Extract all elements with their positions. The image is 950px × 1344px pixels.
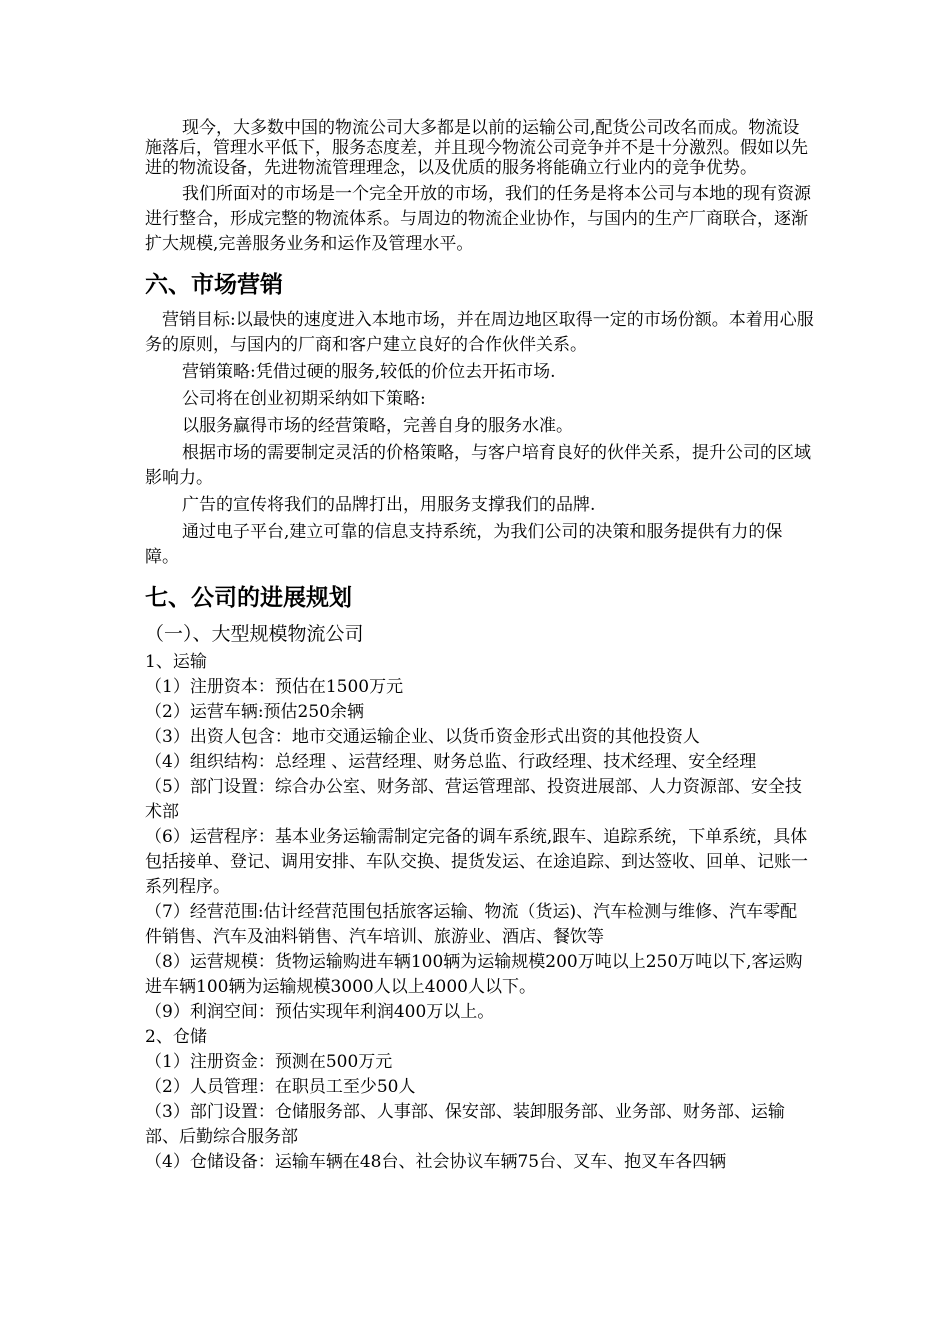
marketing-paragraph: 公司将在创业初期采纳如下策略: xyxy=(182,389,426,409)
storage-item: （4）仓储设备：运输车辆在48台、社会协议车辆75台、叉车、抱叉车各四辆 xyxy=(145,1152,727,1172)
storage-title: 2、仓储 xyxy=(145,1027,207,1047)
transport-item: （6）运营程序：基本业务运输需制定完备的调车系统,跟车、追踪系统，下单系统，具体包括接单、登记、调用安排、车队交换、提货发运、在途追踪、到达签收、回单、记账一系列程序。 xyxy=(145,827,808,897)
subheading-large-logistics: （一）、大型规模物流公司 xyxy=(145,623,364,645)
transport-item: （8）运营规模：货物运输购进车辆100辆为运输规模200万吨以上250万吨以下,客运购进车辆100辆为运输规模3000人以上4000人以下。 xyxy=(145,952,803,997)
transport-item: （7）经营范围:估计经营范围包括旅客运输、物流（货运)、汽车检测与维修、汽车零配件销售、汽车及油料销售、汽车培训、旅游业、酒店、餐饮等 xyxy=(145,902,798,947)
transport-item: （9）利润空间：预估实现年利润400万以上。 xyxy=(145,1002,495,1022)
marketing-paragraph: 广告的宣传将我们的品牌打出，用服务支撑我们的品牌. xyxy=(182,495,596,515)
storage-item: （1）注册资金：预测在500万元 xyxy=(145,1052,393,1072)
storage-item: （2）人员管理：在职员工至少50人 xyxy=(145,1077,416,1097)
transport-item: （2）运营车辆:预估250余辆 xyxy=(145,702,364,722)
intro-paragraph-1: 现今，大多数中国的物流公司大多都是以前的运输公司,配货公司改名而成。物流设施落后，管理水平低下，服务态度差，并且现今物流公司竞争并不是十分激烈。假如以先进的物流设备，先进物流管理理念，以及优质的服务将能确立行业内的竞争优势。 xyxy=(145,118,808,178)
marketing-paragraph: 营销策略:凭借过硬的服务,较低的价位去开拓市场. xyxy=(182,362,556,382)
transport-item: （3）出资人包含：地市交通运输企业、以货币资金形式出资的其他投资人 xyxy=(145,727,700,747)
marketing-paragraph: 通过电子平台,建立可靠的信息支持系统，为我们公司的决策和服务提供有力的保障。 xyxy=(145,522,783,567)
transport-item: （4）组织结构：总经理 、运营经理、财务总监、行政经理、技术经理、安全经理 xyxy=(145,752,757,772)
marketing-paragraph: 根据市场的需要制定灵活的价格策略，与客户培育良好的伙伴关系，提升公司的区域影响力。 xyxy=(145,443,811,488)
marketing-paragraph: 以服务赢得市场的经营策略，完善自身的服务水准。 xyxy=(182,416,573,436)
section-heading-marketing: 六、市场营销 xyxy=(145,272,283,298)
intro-paragraph-2: 我们所面对的市场是一个完全开放的市场，我们的任务是将本公司与本地的现有资源进行整合，形成完整的物流体系。与周边的物流企业协作，与国内的生产厂商联合，逐渐扩大规模,完善服务业务和运作及管理水平。 xyxy=(145,184,811,254)
marketing-paragraph: 营销目标:以最快的速度进入本地市场，并在周边地区取得一定的市场份额。本着用心服务的原则，与国内的厂商和客户建立良好的合作伙伴关系。 xyxy=(145,310,814,355)
section-heading-development: 七、公司的进展规划 xyxy=(145,585,352,611)
transport-item: （5）部门设置：综合办公室、财务部、营运管理部、投资进展部、人力资源部、安全技术部 xyxy=(145,777,802,822)
transport-title: 1、运输 xyxy=(145,652,207,672)
storage-item: （3）部门设置：仓储服务部、人事部、保安部、装卸服务部、业务部、财务部、运输部、后勤综合服务部 xyxy=(145,1102,785,1147)
transport-item: （1）注册资本：预估在1500万元 xyxy=(145,677,404,697)
